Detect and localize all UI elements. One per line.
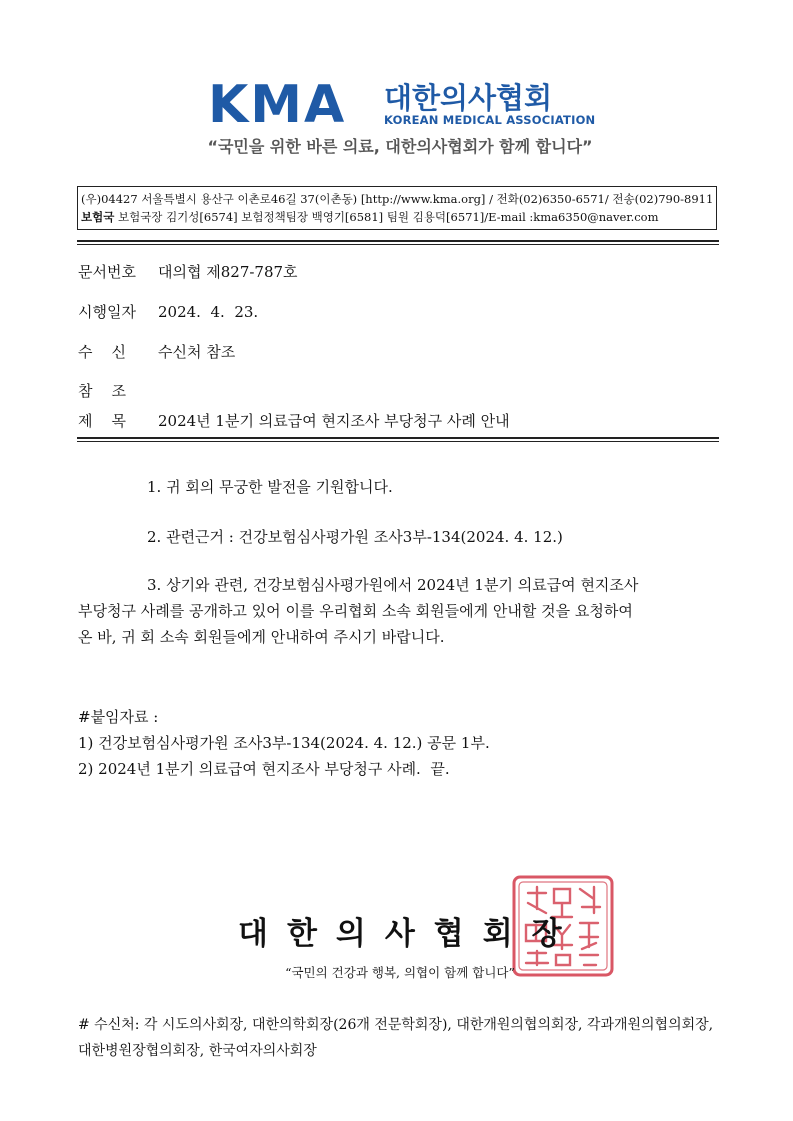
paragraph-1: 1. 귀 회의 무궁한 발전을 기원합니다. — [147, 478, 393, 496]
org-name-english: KOREAN MEDICAL ASSOCIATION — [384, 113, 596, 127]
paragraph-3-line-1: 3. 상기와 관련, 건강보험심사평가원에서 2024년 1분기 의료급여 현지조사 — [147, 576, 639, 594]
paragraph-3-line-3: 온 바, 귀 회 소속 회원들에게 안내하여 주시기 바랍니다. — [78, 628, 445, 646]
staff-info: 보험국장 김기성[6574] 보험정책팀장 백영기[6581] 팀원 김용덕[6571]/E-mail :kma6350@naver.com — [114, 210, 659, 224]
reference-row — [78, 380, 158, 401]
header-divider — [77, 240, 719, 245]
date-row — [78, 301, 258, 322]
paragraph-3 — [78, 572, 718, 650]
header-slogan: “국민을 위한 바른 의료, 대한의사협회가 함께 합니다” — [207, 137, 593, 156]
attachments — [78, 704, 718, 782]
doc-number-row — [78, 261, 298, 282]
attachment-item-1: 1) 건강보험심사평가원 조사3부-134(2024. 4. 12.) 공문 1부. — [78, 734, 490, 752]
contact-address-line: (우)04427 서울특별시 용산구 이촌로46길 37(이촌동) [http://www.kma.org] / 전화(02)6350-6571/ 전송(02)790-8911 — [81, 192, 714, 206]
paragraph-3-line-2: 부당청구 사례를 공개하고 있어 이를 우리협회 소속 회원들에게 안내할 것을 요청하여 — [78, 602, 633, 620]
org-name-korean: 대한의사협회 — [384, 81, 553, 115]
kma-logo — [208, 75, 596, 135]
recipients-list: # 수신처: 각 시도의사회장, 대한의학회장(26개 전문학회장), 대한개원의협의회장, 각과개원의협의회장, 대한병원장협의회장, 한국여자의사회장 — [78, 1017, 714, 1059]
signature-title: 대한의사협회장 — [238, 916, 581, 952]
date-label: 시행일자 — [78, 303, 136, 321]
contact-staff-line — [81, 208, 713, 226]
attachment-item-2: 2) 2024년 1분기 의료급여 현지조사 부당청구 사례. 끝. — [78, 760, 450, 778]
meta-divider — [77, 437, 719, 442]
signature-slogan: “국민의 건강과 행복, 의협이 함께 합니다” — [285, 965, 515, 980]
recipient-label: 수 신 — [78, 343, 127, 361]
doc-number: 대의협 제827-787호 — [158, 263, 298, 281]
paragraph-2: 2. 관련근거 : 건강보험심사평가원 조사3부-134(2024. 4. 12.) — [147, 528, 563, 546]
issue-date: 2024. 4. 23. — [158, 303, 259, 321]
subject-label: 제 목 — [78, 412, 127, 430]
logo-letters: KMA — [208, 75, 347, 135]
subject-row — [78, 410, 510, 431]
recipient: 수신처 참조 — [158, 343, 236, 361]
reference-label: 참 조 — [78, 382, 127, 400]
contact-box — [77, 186, 717, 230]
department-name: 보험국 — [81, 210, 115, 224]
recipient-row — [78, 341, 235, 362]
attachments-label: #붙임자료 : — [78, 708, 159, 726]
doc-number-label: 문서번호 — [78, 263, 136, 281]
subject: 2024년 1분기 의료급여 현지조사 부당청구 사례 안내 — [158, 412, 510, 430]
